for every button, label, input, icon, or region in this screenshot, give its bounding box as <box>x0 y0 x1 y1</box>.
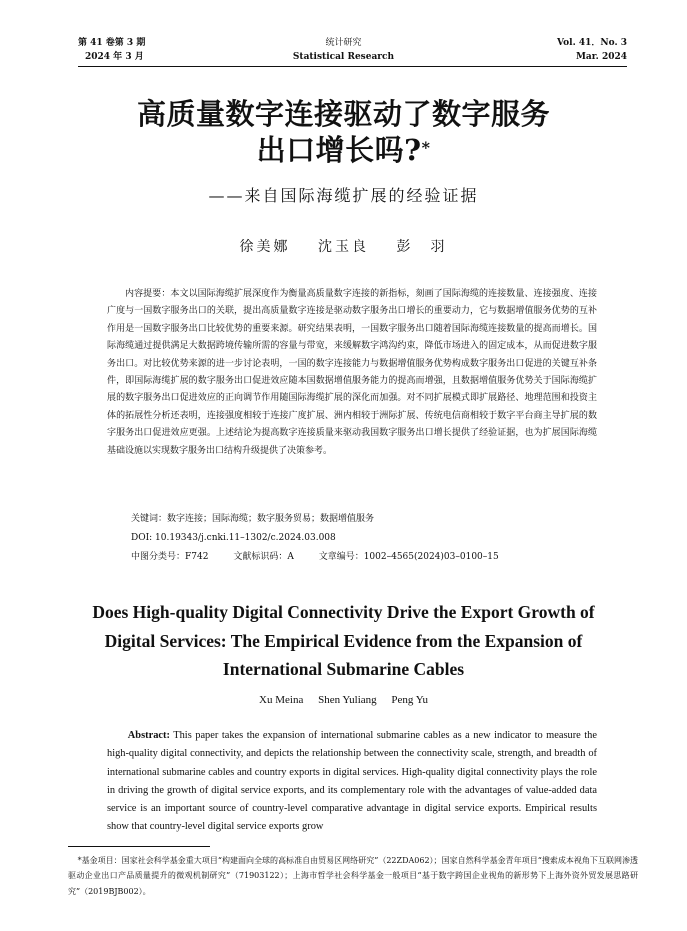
footnote-mark: * <box>421 138 431 157</box>
article-title-cn-line2 <box>60 132 627 168</box>
abstract-en-label: Abstract: <box>127 730 170 741</box>
authors-cn <box>0 236 687 256</box>
article-title-en-line2: Digital Services: The Empirical Evidence from the Expansion of <box>104 630 583 651</box>
document-code: 文献标识码：A <box>233 552 294 562</box>
article-title-cn <box>60 96 627 168</box>
abstract-en-text: This paper takes the expansion of international submarine cables as a new indicator to measure the high-quality digital connectivity, and depicts the relationship between the connectivity scale, strength, and breadth of international submarine cables and country exports in digital services. High-quality digital connectivity plays the role in driving the growth of digital service exports, and its complementary role with the advantages of value-added data service is an important source of country-level comparative advantage in digital service exports. Empirical results show that country-level digital service exports grow <box>107 730 597 833</box>
author-en: Shen Yuliang <box>318 694 377 706</box>
authors-en <box>0 694 687 706</box>
article-title-en <box>70 598 617 684</box>
footnote-rule <box>68 846 210 847</box>
author-en: Xu Meina <box>259 694 304 706</box>
author-cn: 彭 羽 <box>396 239 448 255</box>
doi: DOI: 10.19343/j.cnki.11–1302/c.2024.03.008 <box>131 533 336 543</box>
abstract-cn: 内容提要：本文以国际海缆扩展深度作为衡量高质量数字连接的新指标，刻画了国际海缆的连接数量、连接强度、连接广度与一国数字服务出口的关联，提出高质量数字连接是驱动数字服务出口增长的重要动力，它与数据增值服务优势的互补作用是一国数字服务出口比较优势的重要来源。研究结果表明，一国数字服务出口随着国际海缆连接数量的提高而增长。国际海缆通过提供满足大数据跨境传输所需的容量与带宽，来缓解数字鸿沟约束，降低市场进入的固定成本，从而促进数字服务出口。对比较优势来源的进一步讨论表明，一国的数字连接能力与数据增值服务优势构成数字服务出口促进的关键互补条件，即国际海缆扩展的数字服务出口促进效应随本国数据增值服务能力的提高而增强，且数据增值服务优势关于国际海缆扩展的数字服务出口促进效应的正向调节作用随国际海缆扩展的深化而加强。对不同扩展模式即扩展路径、地理范围和投资主体的拓展性分析还表明，连接强度相较于连接广度扩展、洲内相较于洲际扩展、传统电信商相较于数字平台商主导扩展的数字服务出口促进效应更强。上述结论为提高数字连接质量来驱动我国数字服务出口增长提供了经验证据，也为扩展国际海缆基础设施以实现数字服务出口结构升级提供了决策参考。 <box>107 289 597 456</box>
journal-name-cn: 统计研究 <box>325 38 362 48</box>
journal-volume-en: Vol. 41．No. 3 <box>557 38 627 48</box>
abstract-en <box>107 727 597 843</box>
article-number: 文章编号：1002–4565(2024)03–0100–15 <box>318 552 499 562</box>
keywords-cn: 关键词：数字连接；国际海缆；数字服务贸易；数据增值服务 <box>131 514 375 524</box>
classification-info <box>131 550 521 564</box>
journal-date-en: Mar. 2024 <box>575 52 627 62</box>
journal-date-cn: 2024 年 3 月 <box>85 52 144 62</box>
article-title-en-line3: International Submarine Cables <box>222 659 465 679</box>
article-title-en-line1: Does High-quality Digital Connectivity Drive the Export Growth of <box>92 602 595 622</box>
header-rule <box>78 66 627 67</box>
clc-number: 中图分类号：F742 <box>131 552 209 562</box>
journal-name-en: Statistical Research <box>292 52 395 62</box>
funding-footnote: *基金项目：国家社会科学基金重大项目“构建面向全球的高标准自由贸易区网络研究”（22ZDA062）；国家自然科学基金青年项目“搜索成本视角下互联网渗透驱动企业出口产品质量提升的微观机制研究”（71903122）；上海市哲学社会科学基金一般项目“基于数字跨国企业视角的新形势下上海外资外贸发展思路研究”（2019BJB002）。 <box>68 856 638 896</box>
author-en: Peng Yu <box>391 694 428 706</box>
journal-volume-cn: 第 41 卷第 3 期 <box>78 38 146 48</box>
article-title-cn-line1: 高质量数字连接驱动了数字服务 <box>136 97 550 131</box>
journal-issue-en <box>557 36 627 64</box>
author-cn: 沈玉良 <box>318 239 369 255</box>
article-subtitle-cn: ——来自国际海缆扩展的经验证据 <box>208 186 479 205</box>
article-title-cn-line2-text: 出口增长吗? <box>256 133 422 167</box>
author-cn: 徐美娜 <box>239 239 291 255</box>
